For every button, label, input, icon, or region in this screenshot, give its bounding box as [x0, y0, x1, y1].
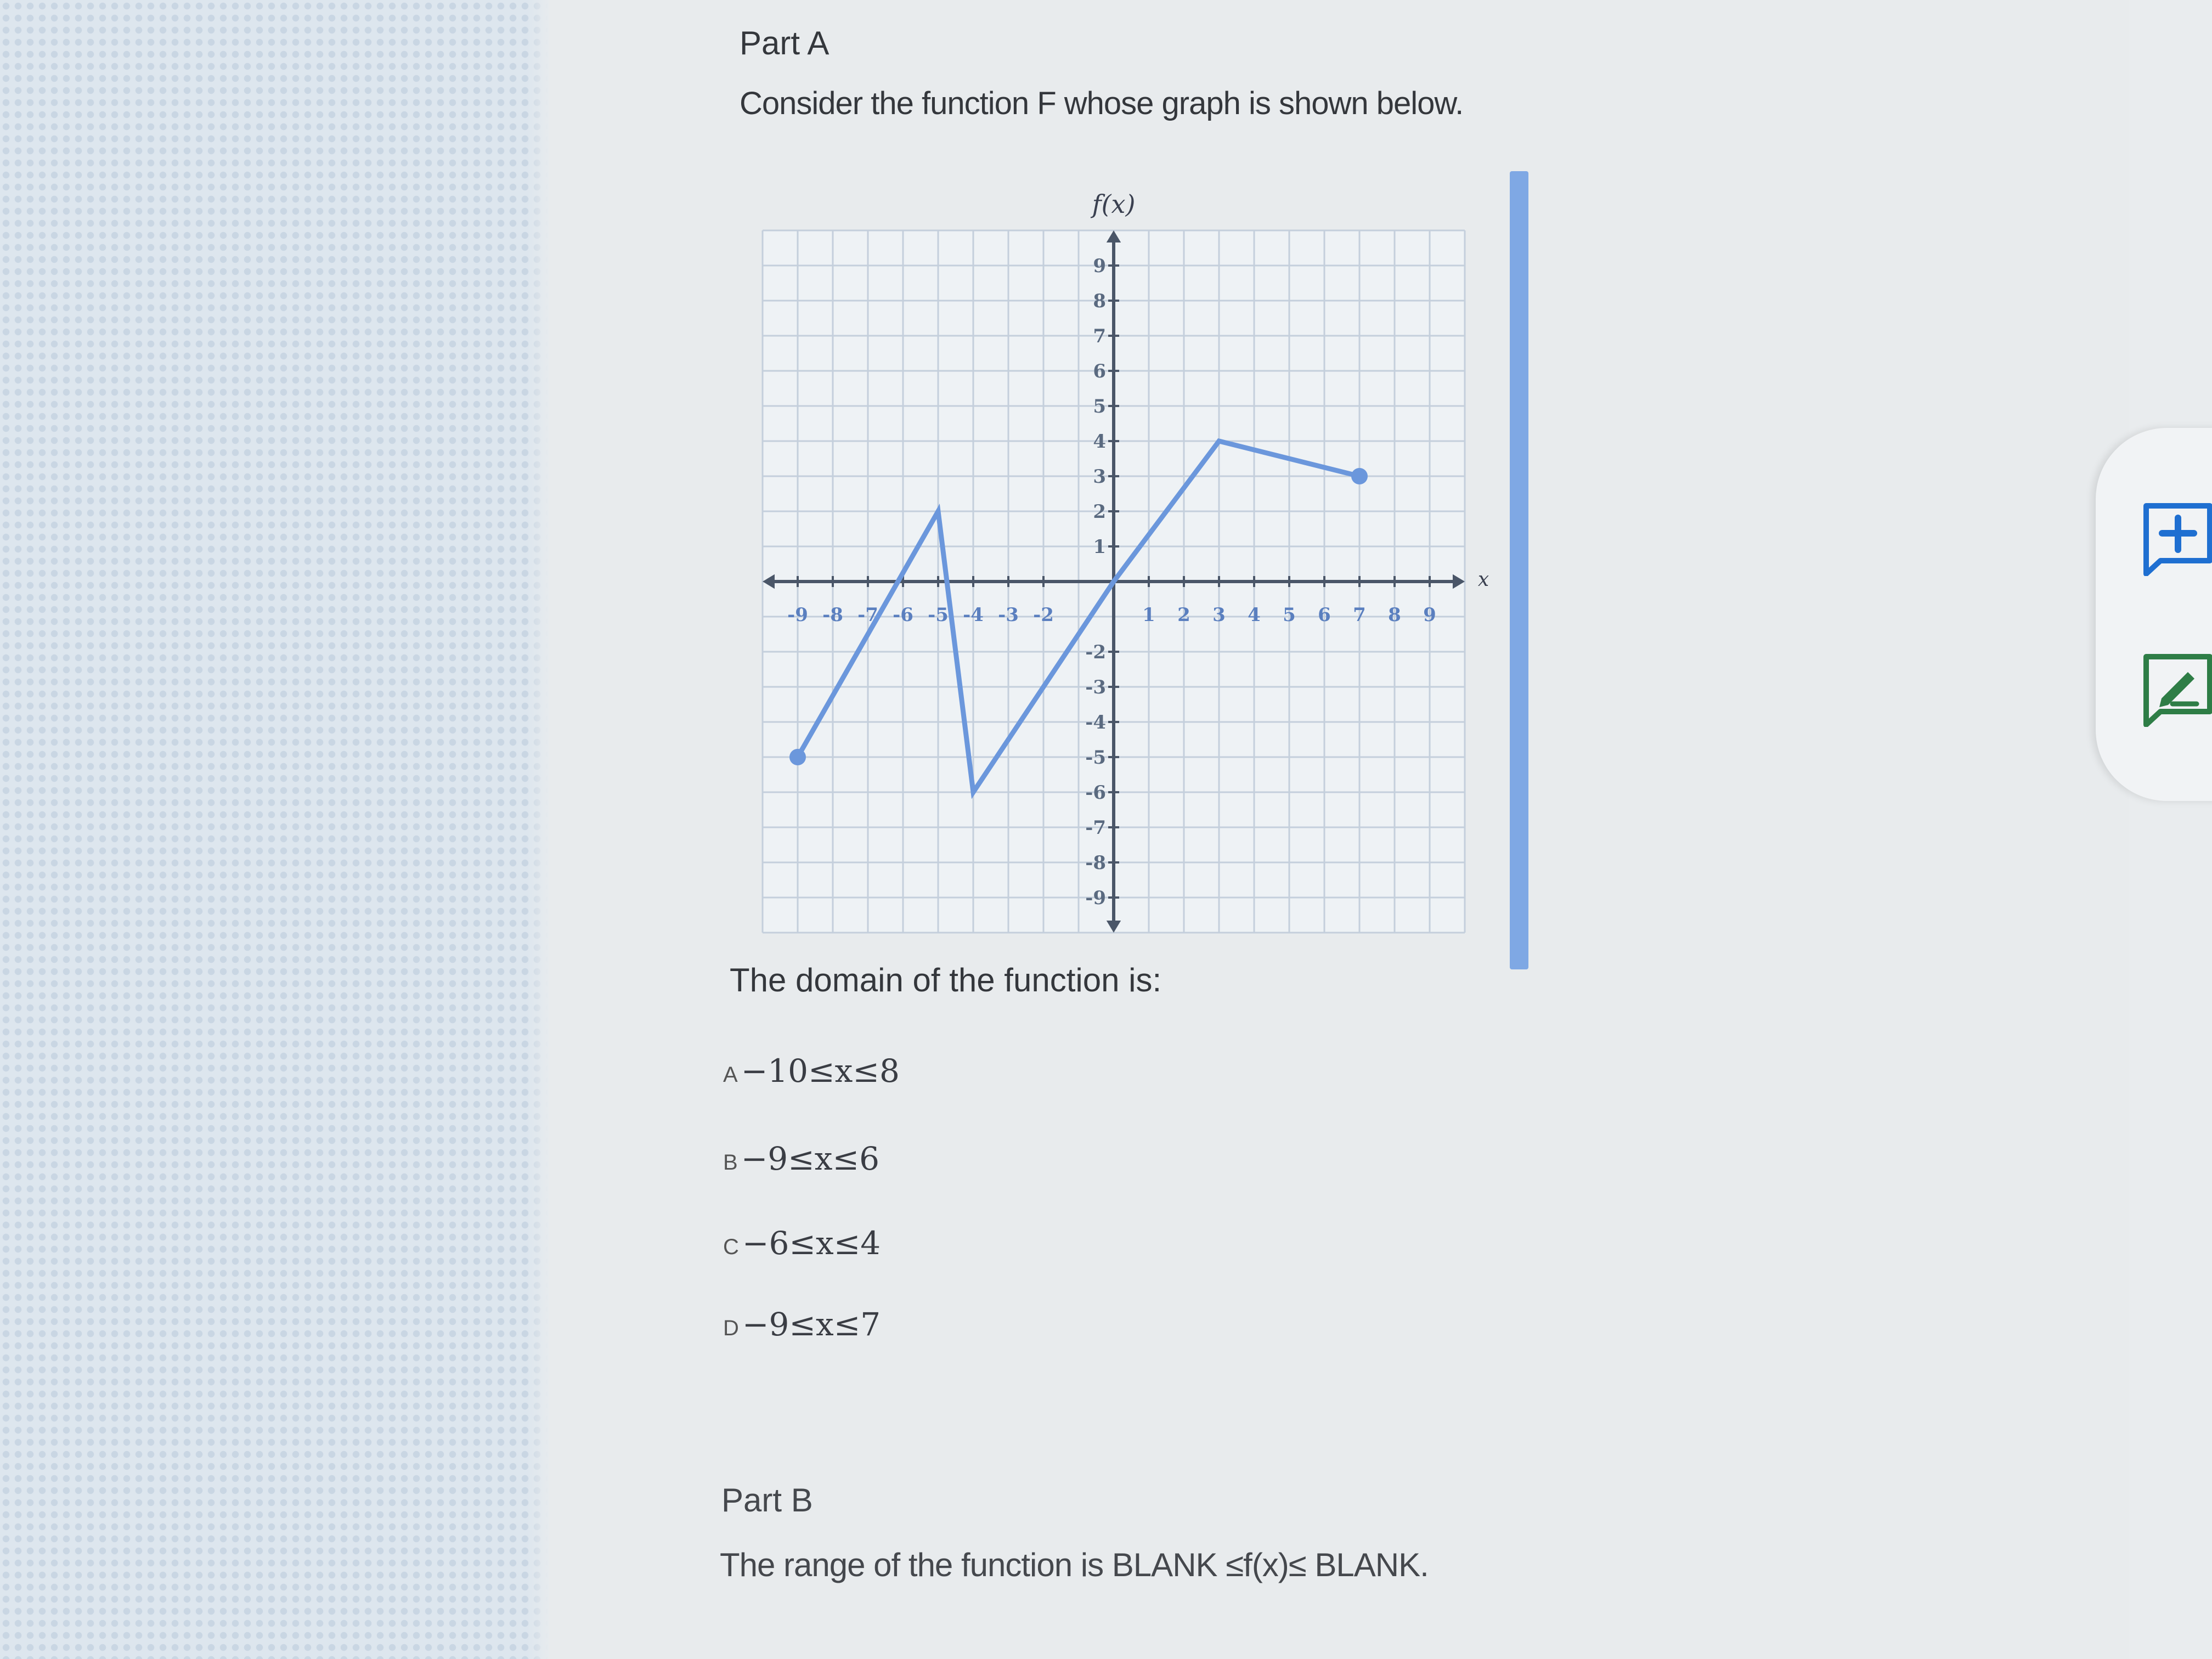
- y-tick-label: -5: [1085, 747, 1106, 769]
- y-tick-label: 2: [1093, 501, 1106, 523]
- y-tick-label: -7: [1085, 817, 1106, 839]
- choice-letter: C: [723, 1235, 739, 1259]
- y-tick-label: -9: [1085, 887, 1106, 909]
- choice-a[interactable]: [723, 1052, 900, 1090]
- choice-text: −9≤x≤7: [742, 1306, 881, 1343]
- choice-letter: D: [723, 1316, 739, 1340]
- x-tick-label: -9: [787, 604, 808, 626]
- domain-question: The domain of the function is:: [730, 962, 1162, 998]
- y-tick-label: -2: [1085, 641, 1106, 663]
- choice-b[interactable]: [723, 1140, 879, 1177]
- part-a-heading: Part A: [740, 25, 830, 61]
- y-tick-label: 5: [1093, 396, 1106, 417]
- x-tick-label: 9: [1423, 604, 1436, 626]
- plus-square-icon: [2140, 499, 2212, 576]
- x-tick-label: -8: [822, 604, 843, 626]
- graph-svg: [746, 184, 1492, 952]
- x-tick-label: -5: [928, 604, 949, 626]
- x-tick-label: 4: [1248, 604, 1261, 626]
- choice-letter: A: [723, 1063, 738, 1087]
- y-tick-label: 6: [1093, 360, 1106, 382]
- x-tick-label: 2: [1177, 604, 1190, 626]
- y-tick-label: 9: [1093, 255, 1106, 277]
- x-tick-label: -3: [998, 604, 1019, 626]
- y-tick-label: -4: [1085, 712, 1106, 733]
- add-button[interactable]: [2140, 499, 2212, 576]
- y-tick-label: -3: [1085, 676, 1106, 698]
- y-tick-label: 1: [1093, 536, 1106, 558]
- y-tick-label: 3: [1093, 466, 1106, 488]
- x-tick-label: 6: [1318, 604, 1331, 626]
- endpoint-dot: [789, 749, 806, 765]
- x-tick-label: -2: [1033, 604, 1054, 626]
- x-tick-label: 8: [1388, 604, 1401, 626]
- choice-text: −6≤x≤4: [742, 1224, 881, 1262]
- x-tick-label: 1: [1142, 604, 1155, 626]
- choice-letter: B: [723, 1150, 738, 1175]
- x-tick-label: 5: [1283, 604, 1296, 626]
- side-toolbar: [2096, 428, 2212, 801]
- y-tick-label: 8: [1093, 290, 1106, 312]
- y-tick-label: -8: [1085, 852, 1106, 874]
- part-b-heading: Part B: [721, 1482, 813, 1519]
- x-tick-label: 3: [1212, 604, 1226, 626]
- pencil-annotate-icon: [2140, 650, 2212, 727]
- x-tick-label: -4: [963, 604, 984, 626]
- question-text: Consider the function F whose graph is shown below.: [740, 86, 1464, 121]
- choice-c[interactable]: [723, 1224, 881, 1262]
- endpoint-dot: [1351, 468, 1368, 484]
- annotate-button[interactable]: [2140, 650, 2212, 727]
- y-tick-label: 4: [1093, 431, 1106, 453]
- function-graph: [746, 184, 1492, 952]
- y-tick-label: 7: [1093, 325, 1106, 347]
- y-axis-label: f(x): [1092, 189, 1136, 219]
- x-axis-label: x: [1477, 568, 1489, 591]
- choice-text: −10≤x≤8: [741, 1052, 900, 1090]
- y-tick-label: -6: [1085, 782, 1106, 804]
- range-question: The range of the function is BLANK ≤f(x)≤ BLANK.: [720, 1547, 1429, 1583]
- scrollbar-thumb[interactable]: [1510, 171, 1528, 969]
- choice-d[interactable]: [723, 1306, 881, 1343]
- x-tick-label: 7: [1353, 604, 1366, 626]
- choice-text: −9≤x≤6: [741, 1140, 879, 1177]
- x-tick-label: -6: [893, 604, 913, 626]
- left-panel: [0, 0, 549, 1659]
- x-tick-label: -7: [857, 604, 878, 626]
